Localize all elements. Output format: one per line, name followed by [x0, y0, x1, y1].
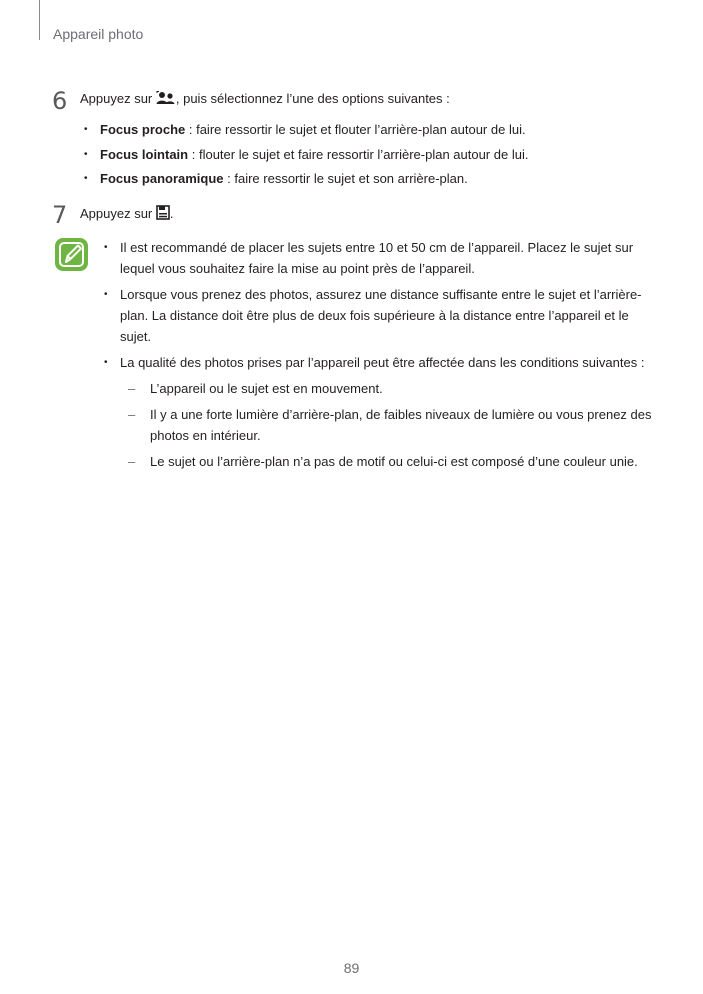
note-item: • Il est recommandé de placer les sujets entre 10 et 50 cm de l’appareil. Placez le sujet sur lequel vous souhaitez faire la mise au point près de l’appareil.	[104, 237, 652, 279]
step-6-text	[80, 90, 450, 110]
condition-item: – L’appareil ou le sujet est en mouvement.	[120, 378, 652, 399]
option-desc: : flouter le sujet et faire ressortir l’arrière-plan autour de lui.	[188, 146, 529, 162]
step-number-6: 6	[52, 87, 68, 115]
note-item: • Lorsque vous prenez des photos, assurez une distance suffisante entre le sujet et l’arrière-plan. La distance doit être plus de deux fois supérieure à la distance entre l’appareil et le sujet.	[104, 284, 652, 347]
option-desc: : faire ressortir le sujet et flouter l’arrière-plan autour de lui.	[185, 122, 526, 137]
list-item	[84, 170, 528, 195]
step-6-text-before: Appuyez sur	[80, 91, 156, 106]
conditions-list	[120, 378, 652, 472]
step-7-text-before: Appuyez sur	[80, 206, 156, 221]
save-icon	[156, 205, 170, 225]
option-desc: : faire ressortir le sujet et son arrière-plan.	[223, 171, 468, 186]
note-item-text: La qualité des photos prises par l’appareil peut être affectée dans les conditions suivantes :	[120, 355, 645, 370]
section-header: Appareil photo	[53, 26, 144, 42]
people-icon	[156, 91, 176, 110]
step-number-7: 7	[52, 201, 68, 229]
note-pencil-icon	[55, 238, 88, 271]
option-label: Focus panoramique	[100, 171, 224, 186]
header-rule	[39, 0, 40, 40]
step-7-text-after: .	[169, 206, 174, 221]
note-item	[104, 352, 652, 472]
note-list	[104, 237, 652, 477]
step-6-text-after: , puis sélectionnez l’une des options suivantes :	[175, 91, 450, 106]
list-item	[84, 146, 528, 171]
list-item	[84, 121, 528, 146]
option-label: Focus lointain	[100, 146, 189, 162]
focus-options-list	[84, 121, 528, 195]
page-number: 89	[343, 960, 360, 976]
step-7-text	[80, 205, 174, 225]
option-label: Focus proche	[100, 122, 186, 137]
condition-item: – Il y a une forte lumière d’arrière-plan, de faibles niveaux de lumière ou vous prenez des photos en intérieur.	[120, 404, 652, 446]
condition-item: – Le sujet ou l’arrière-plan n’a pas de motif ou celui-ci est composé d’une couleur unie.	[120, 451, 652, 472]
